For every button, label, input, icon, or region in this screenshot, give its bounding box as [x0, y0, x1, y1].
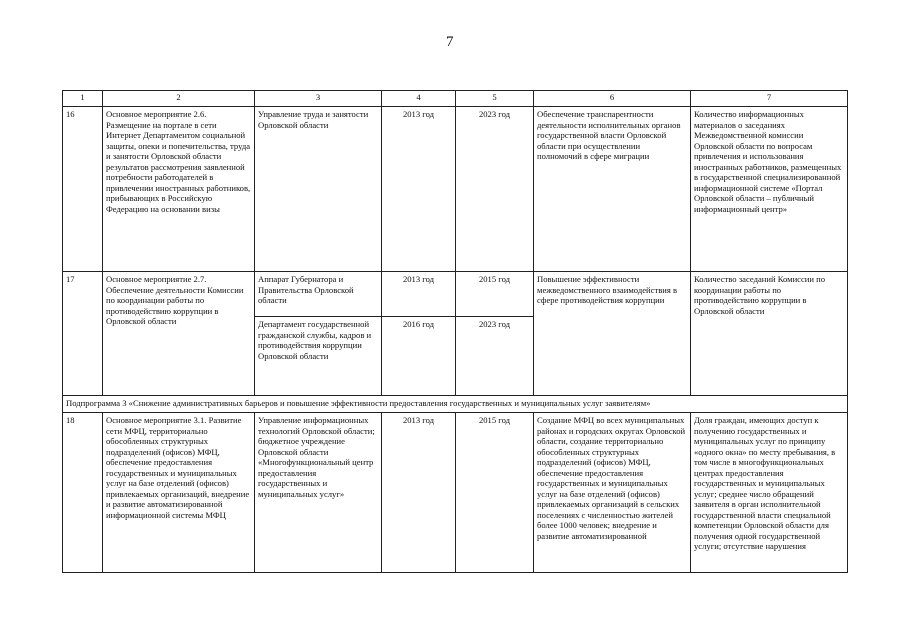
end-year-cell: 2023 год — [456, 317, 534, 396]
page-number: 7 — [446, 34, 454, 50]
table-row — [63, 413, 848, 573]
start-year-cell: 2013 год — [382, 107, 456, 272]
table-row — [63, 272, 848, 317]
measure-cell: Основное мероприятие 3.1. Развитие сети МФЦ, территориально обособленных структурных подразделений (офисов) МФЦ, обеспечение предоставления государственных и муниципальных услуг на базе отделений (офисов) привлекаемых организаций, внедрение и развитие автоматизированной информационной системы МФЦ — [103, 413, 255, 573]
start-year-cell: 2013 год — [382, 413, 456, 573]
header-cell: 1 — [63, 91, 103, 107]
table-header-row — [63, 91, 848, 107]
end-year-cell: 2015 год — [456, 413, 534, 573]
start-year-cell: 2016 год — [382, 317, 456, 396]
indicator-cell: Количество заседаний Комиссии по координации работы по противодействию коррупции в Орловской области — [691, 272, 848, 396]
table-row — [63, 107, 848, 272]
executor-cell: Департамент государственной гражданской службы, кадров и противодействия коррупции Орловской области — [255, 317, 382, 396]
program-measures-table — [62, 90, 848, 573]
indicator-cell: Количество информационных материалов о заседаниях Межведомственной комиссии Орловской области по вопросам привлечения и использования иностранных работников, размещенных в государственной специализированной информационной системе «Портал Орловской области – публичный информационный центр» — [691, 107, 848, 272]
header-cell: 4 — [382, 91, 456, 107]
result-cell: Создание МФЦ во всех муниципальных районах и городских округах Орловской области, создание территориально обособленных структурных подразделений (офисов) МФЦ, обеспечение предоставления государственных и муниципальных услуг на базе отделений (офисов) привлекаемых организаций в сельских поселениях с численностью жителей более 1000 человек; внедрение и развитие автоматизированной — [534, 413, 691, 573]
header-cell: 6 — [534, 91, 691, 107]
subprogram-row — [63, 396, 848, 413]
header-cell: 5 — [456, 91, 534, 107]
executor-cell: Управление труда и занятости Орловской области — [255, 107, 382, 272]
header-cell: 3 — [255, 91, 382, 107]
row-number: 16 — [63, 107, 103, 272]
result-cell: Обеспечение транспарентности деятельности исполнительных органов государственной власти Орловской области при осуществлении полномочий в сфере миграции — [534, 107, 691, 272]
header-cell: 7 — [691, 91, 848, 107]
executor-cell: Аппарат Губернатора и Правительства Орловской области — [255, 272, 382, 317]
row-number: 18 — [63, 413, 103, 573]
row-number: 17 — [63, 272, 103, 396]
result-cell: Повышение эффективности межведомственного взаимодействия в сфере противодействия коррупции — [534, 272, 691, 396]
indicator-cell: Доля граждан, имеющих доступ к получению государственных и муниципальных услуг по принципу «одного окна» по месту пребывания, в том числе в многофункциональных центрах предоставления государственных и муниципальных услуг; среднее число обращений заявителя в орган исполнительной государственной власти специальной компетенции Орловской области для получения одной государственной услуги; отсутствие нарушения — [691, 413, 848, 573]
measure-cell: Основное мероприятие 2.7. Обеспечение деятельности Комиссии по координации работы по противодействию коррупции в Орловской области — [103, 272, 255, 396]
executor-cell: Управление информационных технологий Орловской области; бюджетное учреждение Орловской области «Многофункциональный центр предоставления государственных и муниципальных услуг» — [255, 413, 382, 573]
measure-cell: Основное мероприятие 2.6. Размещение на портале в сети Интернет Департаментом социальной защиты, опеки и попечительства, труда и занятости Орловской области результатов рассмотрения заявленной потребности работодателей в привлечении иностранных работников, прибывающих в Российскую Федерацию на основании визы — [103, 107, 255, 272]
end-year-cell: 2015 год — [456, 272, 534, 317]
end-year-cell: 2023 год — [456, 107, 534, 272]
header-cell: 2 — [103, 91, 255, 107]
subprogram-title: Подпрограмма 3 «Снижение административных барьеров и повышение эффективности предоставления государственных и муниципальных услуг заявителям» — [63, 396, 848, 413]
start-year-cell: 2013 год — [382, 272, 456, 317]
